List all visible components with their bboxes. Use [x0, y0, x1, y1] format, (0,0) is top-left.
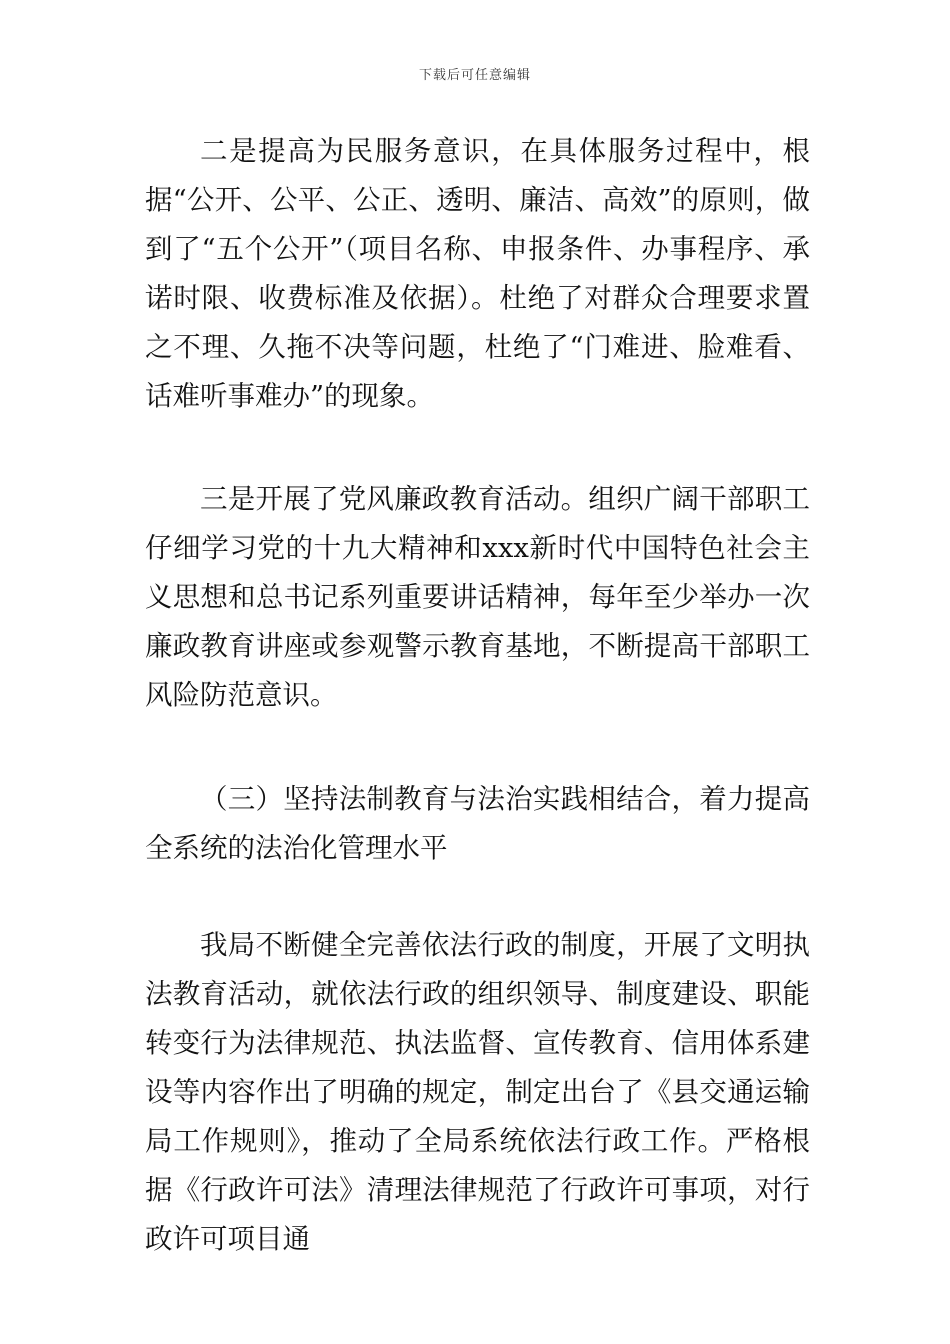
paragraph-administration-by-law — [145, 921, 810, 1264]
paragraph-service-awareness — [145, 127, 810, 421]
header-note: 下载后可任意编辑 — [418, 68, 531, 83]
heading-text: （三）坚持法制教育与法治实践相结合，着力提高全系统的法治化管理水平 — [145, 783, 810, 864]
paragraph-text: 我局不断健全完善依法行政的制度，开展了文明执法教育活动，就依法行政的组织领导、制度建设、职能转变行为法律规范、执法监督、宣传教育、信用体系建设等内容作出了明确的规定，制定出台了《县交通运输局工作规则》，推动了全局系统依法行政工作。严格根据《行政许可法》清理法律规范了行政许可事项，对行政许可项目通 — [145, 929, 810, 1255]
section-heading-rule-of-law — [145, 775, 810, 873]
paragraph-integrity-education — [145, 475, 810, 720]
paragraph-text: 三是开展了党风廉政教育活动。组织广阔干部职工仔细学习党的十九大精神和xxx新时代中国特色社会主义思想和总书记系列重要讲话精神，每年至少举办一次廉政教育讲座或参观警示教育基地，不断提高干部职工风险防范意识。 — [145, 483, 810, 711]
paragraph-text: 二是提高为民服务意识，在具体服务过程中，根据“公开、公平、公正、透明、廉洁、高效”的原则，做到了“五个公开”（项目名称、申报条件、办事程序、承诺时限、收费标准及依据）。杜绝了对群众合理要求置之不理、久拖不决等问题，杜绝了“门难进、脸难看、话难听事难办”的现象。 — [145, 135, 810, 412]
